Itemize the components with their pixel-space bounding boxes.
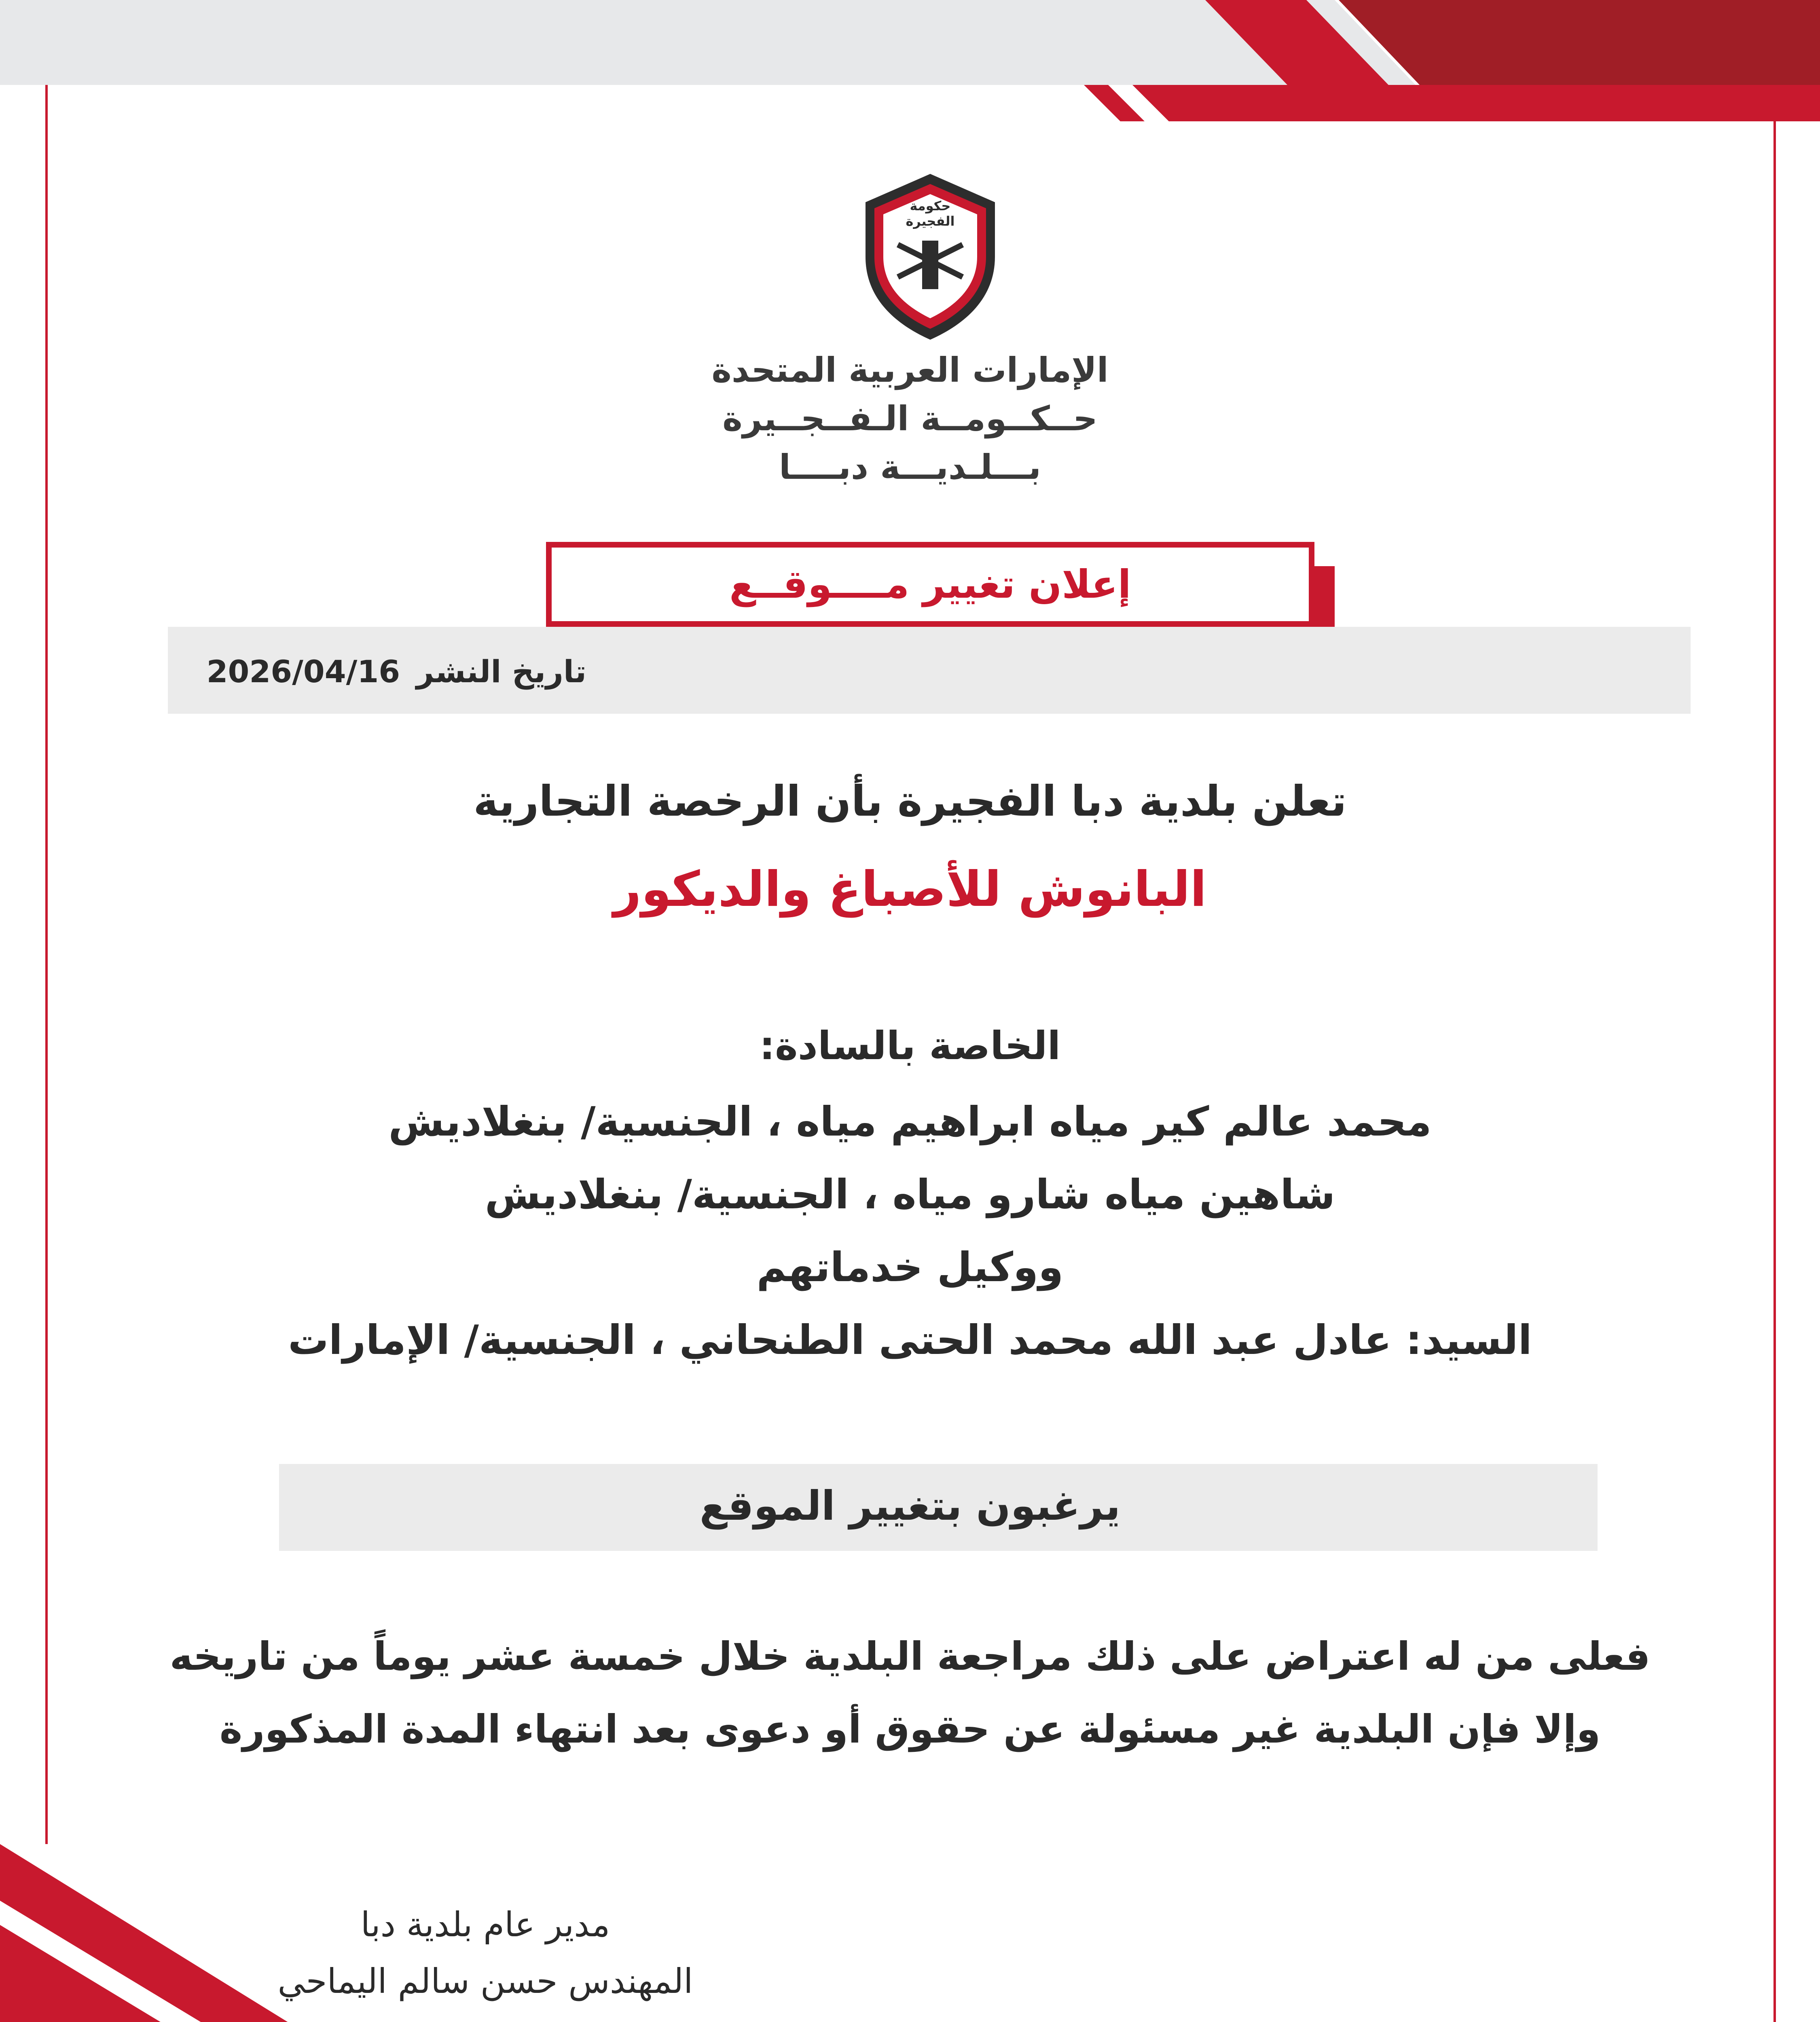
date-value: 2026/04/16: [206, 653, 400, 690]
notice-title: إعلان تغيير مــــوقــع: [729, 562, 1131, 607]
header-block: [708, 346, 1112, 491]
date-label: تاريخ النشر: [416, 653, 586, 690]
government-name: حــكــومــة الـفــجــيرة: [722, 399, 1098, 438]
fujairah-government-emblem: [861, 172, 999, 342]
signatory-title: مدير عام بلدية دبا: [360, 1905, 610, 1944]
agent-label: ووكيل خدماتهم: [756, 1244, 1064, 1291]
owners-label: الخاصة بالسادة:: [759, 1023, 1061, 1068]
intro-line: تعلن بلدية دبا الفجيرة بأن الرخصة التجارية: [473, 776, 1347, 826]
emblem-text: حكومة الفجيرة: [906, 198, 955, 229]
municipality-name: بـــلـديـــة دبــــا: [779, 447, 1041, 487]
objection-line-2: وإلا فإن البلدية غير مسئولة عن حقوق أو دعوى بعد انتهاء المدة المذكورة: [219, 1707, 1601, 1752]
country-name: الإمارات العربية المتحدة: [711, 350, 1109, 390]
agent-line: السيد: عادل عبد الله محمد الحتى الطنحاني ، الجنسية/ الإمارات: [288, 1316, 1532, 1364]
frame-left-line: [45, 85, 48, 1844]
objection-line-1: فعلى من له اعتراض على ذلك مراجعة البلدية خلال خمسة عشر يوماً من تاريخه: [169, 1634, 1651, 1679]
owner-1: محمد عالم كير مياه ابراهيم مياه ، الجنسية/ بنغلاديش: [388, 1098, 1432, 1145]
business-name: البانوش للأصباغ والديكور: [613, 861, 1207, 918]
owner-2: شاهين مياه شارو مياه ، الجنسية/ بنغلاديش: [485, 1171, 1335, 1218]
notice-title-box: [546, 542, 1314, 627]
publish-date: [182, 647, 586, 696]
request-text: يرغبون بتغيير الموقع: [699, 1482, 1121, 1529]
signatory-name: المهندس حسن سالم اليماحي: [277, 1961, 693, 2001]
